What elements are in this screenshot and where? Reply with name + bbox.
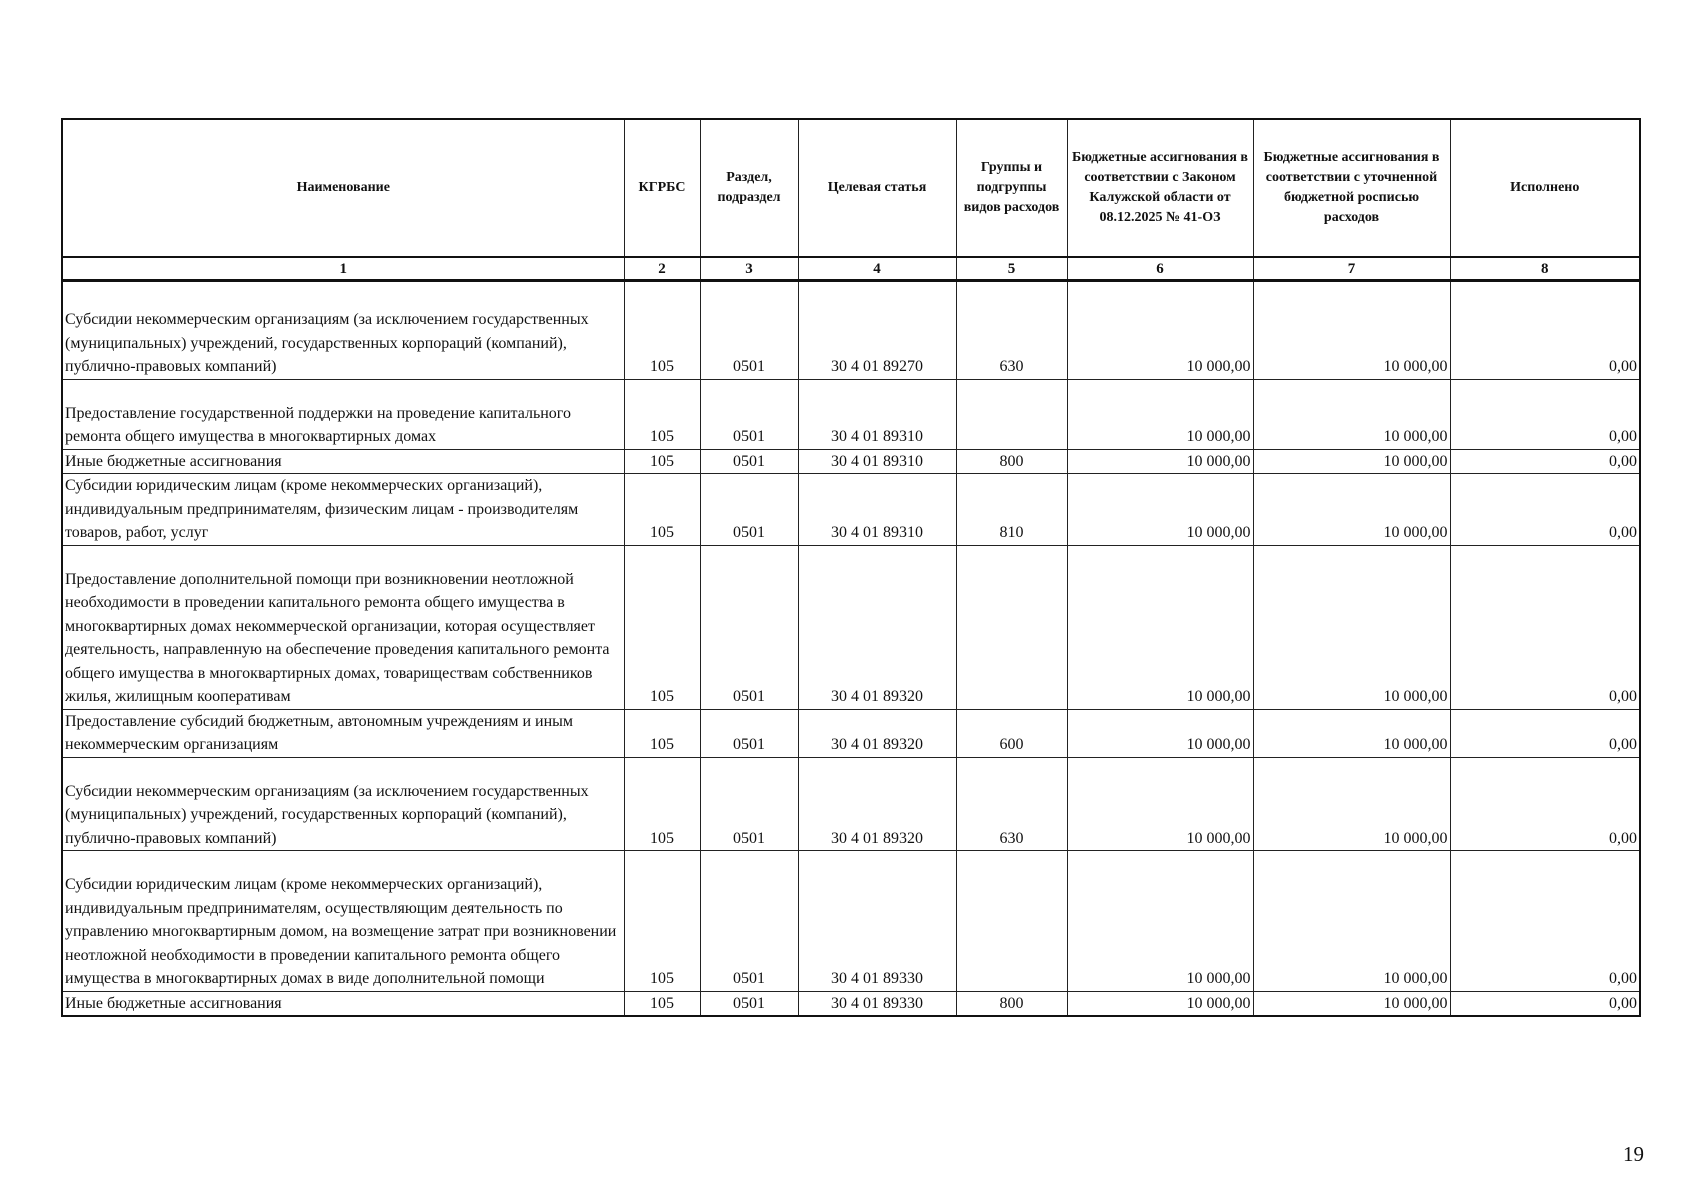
row-target: 30 4 01 89320 — [798, 545, 956, 709]
budget-table — [61, 118, 1641, 1017]
column-number: 7 — [1253, 257, 1450, 281]
row-kgrbs: 105 — [624, 851, 700, 992]
row-refined-amount: 10 000,00 — [1253, 449, 1450, 474]
row-executed-amount: 0,00 — [1450, 545, 1640, 709]
row-law-amount: 10 000,00 — [1067, 449, 1253, 474]
row-kgrbs: 105 — [624, 709, 700, 757]
row-refined-amount: 10 000,00 — [1253, 281, 1450, 380]
row-law-amount: 10 000,00 — [1067, 379, 1253, 449]
row-section: 0501 — [700, 281, 798, 380]
row-group: 800 — [956, 991, 1067, 1016]
row-name: Субсидии юридическим лицам (кроме некоммерческих организаций), индивидуальным предпринимателям, осуществляющим деятельность по управлению многоквартирным домом, на возмещение затрат при возникновении неотложной необходимости в проведении капитального ремонта общего имущества в многоквартирных домах в виде дополнительной помощи — [62, 851, 624, 992]
row-law-amount: 10 000,00 — [1067, 281, 1253, 380]
row-kgrbs: 105 — [624, 474, 700, 546]
table-body — [62, 281, 1640, 1017]
row-kgrbs: 105 — [624, 449, 700, 474]
row-group — [956, 545, 1067, 709]
header-target-article: Целевая статья — [798, 119, 956, 257]
row-executed-amount: 0,00 — [1450, 991, 1640, 1016]
row-executed-amount: 0,00 — [1450, 851, 1640, 992]
row-law-amount: 10 000,00 — [1067, 991, 1253, 1016]
row-law-amount: 10 000,00 — [1067, 545, 1253, 709]
row-target: 30 4 01 89330 — [798, 991, 956, 1016]
row-name: Субсидии некоммерческим организациям (за исключением государственных (муниципальных) учреждений, государственных корпораций (компаний), публично-правовых компаний) — [62, 757, 624, 851]
row-section: 0501 — [700, 474, 798, 546]
row-executed-amount: 0,00 — [1450, 474, 1640, 546]
row-executed-amount: 0,00 — [1450, 757, 1640, 851]
row-name: Предоставление дополнительной помощи при возникновении неотложной необходимости в проведении капитального ремонта общего имущества в многоквартирных домах некоммерческой организации, которая осуществляет деятельность, направленную на обеспечение проведения капитального ремонта общего имущества в многоквартирных домах, товариществам собственников жилья, жилищным кооперативам — [62, 545, 624, 709]
header-name: Наименование — [62, 119, 624, 257]
row-executed-amount: 0,00 — [1450, 449, 1640, 474]
row-name: Предоставление субсидий бюджетным, автономным учреждениям и иным некоммерческим организациям — [62, 709, 624, 757]
row-refined-amount: 10 000,00 — [1253, 851, 1450, 992]
header-law-allocations: Бюджетные ассигнования в соответствии с Законом Калужской области от 08.12.2025 № 41-ОЗ — [1067, 119, 1253, 257]
row-refined-amount: 10 000,00 — [1253, 757, 1450, 851]
row-refined-amount: 10 000,00 — [1253, 545, 1450, 709]
row-law-amount: 10 000,00 — [1067, 757, 1253, 851]
header-executed: Исполнено — [1450, 119, 1640, 257]
row-refined-amount: 10 000,00 — [1253, 379, 1450, 449]
row-kgrbs: 105 — [624, 379, 700, 449]
row-section: 0501 — [700, 379, 798, 449]
row-section: 0501 — [700, 449, 798, 474]
row-name: Иные бюджетные ассигнования — [62, 991, 624, 1016]
row-executed-amount: 0,00 — [1450, 709, 1640, 757]
row-refined-amount: 10 000,00 — [1253, 474, 1450, 546]
table-row — [62, 851, 1640, 992]
row-refined-amount: 10 000,00 — [1253, 991, 1450, 1016]
table-row — [62, 545, 1640, 709]
column-number: 1 — [62, 257, 624, 281]
header-kgrbs: КГРБС — [624, 119, 700, 257]
row-name: Субсидии некоммерческим организациям (за исключением государственных (муниципальных) учреждений, государственных корпораций (компаний), публично-правовых компаний) — [62, 281, 624, 380]
table-row — [62, 474, 1640, 546]
row-group: 800 — [956, 449, 1067, 474]
page-number: 19 — [1623, 1142, 1644, 1166]
row-group: 600 — [956, 709, 1067, 757]
table-row — [62, 991, 1640, 1016]
row-section: 0501 — [700, 709, 798, 757]
row-target: 30 4 01 89310 — [798, 474, 956, 546]
table-row — [62, 281, 1640, 380]
row-law-amount: 10 000,00 — [1067, 474, 1253, 546]
row-target: 30 4 01 89320 — [798, 757, 956, 851]
table-header — [62, 119, 1640, 281]
row-refined-amount: 10 000,00 — [1253, 709, 1450, 757]
table-row — [62, 757, 1640, 851]
column-number: 5 — [956, 257, 1067, 281]
row-section: 0501 — [700, 757, 798, 851]
table-row — [62, 449, 1640, 474]
row-target: 30 4 01 89330 — [798, 851, 956, 992]
column-number: 8 — [1450, 257, 1640, 281]
header-section: Раздел, подраздел — [700, 119, 798, 257]
row-section: 0501 — [700, 545, 798, 709]
row-law-amount: 10 000,00 — [1067, 851, 1253, 992]
row-law-amount: 10 000,00 — [1067, 709, 1253, 757]
row-target: 30 4 01 89310 — [798, 379, 956, 449]
column-number: 2 — [624, 257, 700, 281]
row-executed-amount: 0,00 — [1450, 379, 1640, 449]
row-kgrbs: 105 — [624, 545, 700, 709]
row-executed-amount: 0,00 — [1450, 281, 1640, 380]
row-target: 30 4 01 89270 — [798, 281, 956, 380]
column-number: 6 — [1067, 257, 1253, 281]
row-kgrbs: 105 — [624, 281, 700, 380]
row-group — [956, 851, 1067, 992]
row-kgrbs: 105 — [624, 991, 700, 1016]
row-target: 30 4 01 89310 — [798, 449, 956, 474]
row-group: 630 — [956, 757, 1067, 851]
row-target: 30 4 01 89320 — [798, 709, 956, 757]
row-section: 0501 — [700, 851, 798, 992]
header-expense-group: Группы и подгруппы видов расходов — [956, 119, 1067, 257]
table-row — [62, 379, 1640, 449]
table-row — [62, 709, 1640, 757]
row-group: 810 — [956, 474, 1067, 546]
row-name: Субсидии юридическим лицам (кроме некоммерческих организаций), индивидуальным предпринимателям, физическим лицам - производителям товаров, работ, услуг — [62, 474, 624, 546]
row-name: Предоставление государственной поддержки на проведение капитального ремонта общего имущества в многоквартирных домах — [62, 379, 624, 449]
row-group — [956, 379, 1067, 449]
row-section: 0501 — [700, 991, 798, 1016]
row-name: Иные бюджетные ассигнования — [62, 449, 624, 474]
column-number: 4 — [798, 257, 956, 281]
row-kgrbs: 105 — [624, 757, 700, 851]
column-number: 3 — [700, 257, 798, 281]
row-group: 630 — [956, 281, 1067, 380]
header-refined-allocations: Бюджетные ассигнования в соответствии с уточненной бюджетной росписью расходов — [1253, 119, 1450, 257]
